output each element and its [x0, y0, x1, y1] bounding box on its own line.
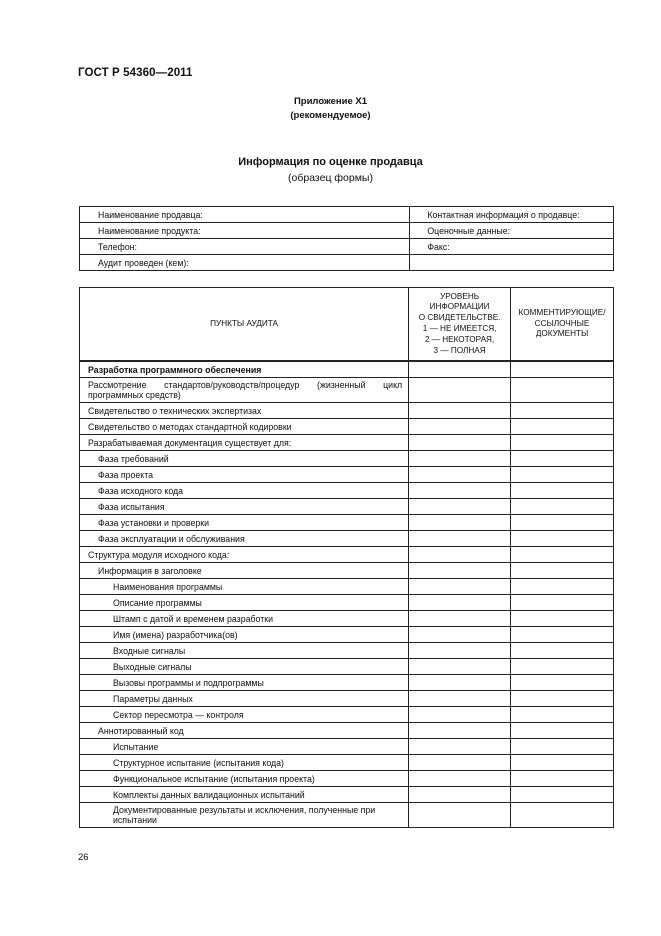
evidence-level-cell[interactable] [409, 787, 511, 803]
evidence-level-cell[interactable] [409, 483, 511, 499]
evidence-level-cell[interactable] [409, 611, 511, 627]
evidence-level-cell[interactable] [409, 361, 511, 378]
audit-item: Разработка программного обеспечения [80, 361, 409, 378]
evidence-level-cell[interactable] [409, 707, 511, 723]
audit-item: Выходные сигналы [80, 659, 409, 675]
standard-designation: ГОСТ Р 54360—2011 [78, 67, 193, 79]
table-row [80, 361, 614, 378]
table-row [80, 675, 614, 691]
audit-table [79, 287, 614, 828]
audit-item: Структурное испытание (испытания кода) [80, 755, 409, 771]
info-row [80, 255, 614, 271]
vendor-contact-field[interactable]: Контактная информация о продавце: [410, 207, 614, 223]
table-row [80, 499, 614, 515]
comment-cell[interactable] [511, 483, 614, 499]
page-number: 26 [78, 852, 89, 863]
evidence-level-cell[interactable] [409, 547, 511, 563]
comment-cell[interactable] [511, 499, 614, 515]
annex-heading [0, 95, 661, 123]
evidence-level-cell[interactable] [409, 723, 511, 739]
audit-item: Описание программы [80, 595, 409, 611]
comment-cell[interactable] [511, 627, 614, 643]
evidence-level-cell[interactable] [409, 451, 511, 467]
table-row [80, 451, 614, 467]
evidence-level-cell[interactable] [409, 595, 511, 611]
comment-cell[interactable] [511, 691, 614, 707]
evidence-level-cell[interactable] [409, 419, 511, 435]
table-row [80, 787, 614, 803]
table-row [80, 739, 614, 755]
evaluation-data-field[interactable]: Оценочные данные: [410, 223, 614, 239]
audit-item: Штамп с датой и временем разработки [80, 611, 409, 627]
evidence-level-cell[interactable] [409, 739, 511, 755]
evidence-level-cell[interactable] [409, 499, 511, 515]
annex-number: Приложение Х1 [293, 96, 368, 107]
evidence-level-cell[interactable] [409, 435, 511, 451]
comment-cell[interactable] [511, 611, 614, 627]
comment-cell[interactable] [511, 595, 614, 611]
evidence-level-cell[interactable] [409, 803, 511, 828]
evidence-level-cell[interactable] [409, 467, 511, 483]
evidence-level-cell[interactable] [409, 378, 511, 403]
audit-item: Фаза установки и проверки [80, 515, 409, 531]
audit-item: Информация в заголовке [80, 563, 409, 579]
table-row [80, 531, 614, 547]
table-row [80, 483, 614, 499]
comment-cell[interactable] [511, 378, 614, 403]
audit-item: Имя (имена) разработчика(ов) [80, 627, 409, 643]
comment-cell[interactable] [511, 531, 614, 547]
audit-item: Параметры данных [80, 691, 409, 707]
table-row [80, 611, 614, 627]
audit-item: Вызовы программы и подпрограммы [80, 675, 409, 691]
audit-item: Испытание [80, 739, 409, 755]
comment-cell[interactable] [511, 755, 614, 771]
phone-field[interactable]: Телефон: [80, 239, 410, 255]
evidence-level-cell[interactable] [409, 627, 511, 643]
auditor-field[interactable]: Аудит проведен (кем): [80, 255, 410, 271]
audit-item: Фаза исходного кода [80, 483, 409, 499]
comment-cell[interactable] [511, 361, 614, 378]
comment-cell[interactable] [511, 739, 614, 755]
comment-cell[interactable] [511, 659, 614, 675]
audit-item: Разрабатываемая документация существует для: [80, 435, 409, 451]
table-row [80, 659, 614, 675]
audit-item: Фаза эксплуатации и обслуживания [80, 531, 409, 547]
comment-cell[interactable] [511, 435, 614, 451]
comment-cell[interactable] [511, 563, 614, 579]
table-row [80, 755, 614, 771]
table-row [80, 723, 614, 739]
comments-header: КОММЕНТИРУЮЩИЕ/ ССЫЛОЧНЫЕ ДОКУМЕНТЫ [511, 288, 614, 362]
audit-item: Фаза проекта [80, 467, 409, 483]
product-name-field[interactable]: Наименование продукта: [80, 223, 410, 239]
vendor-info-table [79, 206, 614, 271]
comment-cell[interactable] [511, 403, 614, 419]
comment-cell[interactable] [511, 771, 614, 787]
table-row [80, 435, 614, 451]
table-row [80, 547, 614, 563]
table-row [80, 515, 614, 531]
table-row [80, 771, 614, 787]
table-row [80, 467, 614, 483]
table-row [80, 803, 614, 828]
evidence-level-cell[interactable] [409, 755, 511, 771]
form-subtitle: (образец формы) [288, 172, 373, 184]
comment-cell[interactable] [511, 515, 614, 531]
fax-field[interactable]: Факс: [410, 239, 614, 255]
evidence-level-cell[interactable] [409, 643, 511, 659]
vendor-name-field[interactable]: Наименование продавца: [80, 207, 410, 223]
comment-cell[interactable] [511, 803, 614, 828]
empty-info-cell[interactable] [410, 255, 614, 271]
evidence-level-cell[interactable] [409, 531, 511, 547]
audit-item: Фаза требований [80, 451, 409, 467]
comment-cell[interactable] [511, 675, 614, 691]
audit-item: Свидетельство о технических экспертизах [80, 403, 409, 419]
audit-item: Рассмотрение стандартов/руководств/процедур (жизненный цикл программных средств) [80, 378, 409, 403]
comment-cell[interactable] [511, 707, 614, 723]
comment-cell[interactable] [511, 419, 614, 435]
evidence-level-cell[interactable] [409, 659, 511, 675]
comment-cell[interactable] [511, 547, 614, 563]
comment-cell[interactable] [511, 787, 614, 803]
table-row [80, 643, 614, 659]
comment-cell[interactable] [511, 579, 614, 595]
audit-item: Комплекты данных валидационных испытаний [80, 787, 409, 803]
audit-items-header: ПУНКТЫ АУДИТА [80, 288, 409, 362]
audit-item: Наименования программы [80, 579, 409, 595]
table-row [80, 403, 614, 419]
evidence-level-cell[interactable] [409, 515, 511, 531]
table-row [80, 378, 614, 403]
evidence-level-cell[interactable] [409, 675, 511, 691]
comment-cell[interactable] [511, 643, 614, 659]
table-row [80, 563, 614, 579]
table-row [80, 707, 614, 723]
audit-item: Входные сигналы [80, 643, 409, 659]
evidence-level-cell[interactable] [409, 579, 511, 595]
audit-item: Фаза испытания [80, 499, 409, 515]
form-title: Информация по оценке продавца [238, 156, 423, 168]
info-row [80, 239, 614, 255]
comment-cell[interactable] [511, 723, 614, 739]
info-row [80, 223, 614, 239]
table-row [80, 595, 614, 611]
table-row [80, 627, 614, 643]
audit-header-row [80, 288, 614, 362]
info-row [80, 207, 614, 223]
evidence-level-cell[interactable] [409, 771, 511, 787]
audit-item: Сектор пересмотра — контроля [80, 707, 409, 723]
table-row [80, 691, 614, 707]
evidence-level-cell[interactable] [409, 403, 511, 419]
annex-status: (рекомендуемое) [290, 110, 371, 121]
audit-item: Аннотированный код [80, 723, 409, 739]
audit-item: Документированные результаты и исключения, полученные при испытании [80, 803, 409, 828]
table-row [80, 579, 614, 595]
comment-cell[interactable] [511, 467, 614, 483]
table-row [80, 419, 614, 435]
audit-item: Структура модуля исходного кода: [80, 547, 409, 563]
evidence-level-cell[interactable] [409, 563, 511, 579]
evidence-level-cell[interactable] [409, 691, 511, 707]
evidence-level-header: УРОВЕНЬ ИНФОРМАЦИИ О СВИДЕТЕЛЬСТВЕ. 1 — НЕ ИМЕЕТСЯ, 2 — НЕКОТОРАЯ, 3 — ПОЛНАЯ [409, 288, 511, 362]
audit-item: Свидетельство о методах стандартной кодировки [80, 419, 409, 435]
comment-cell[interactable] [511, 451, 614, 467]
audit-item: Функциональное испытание (испытания проекта) [80, 771, 409, 787]
